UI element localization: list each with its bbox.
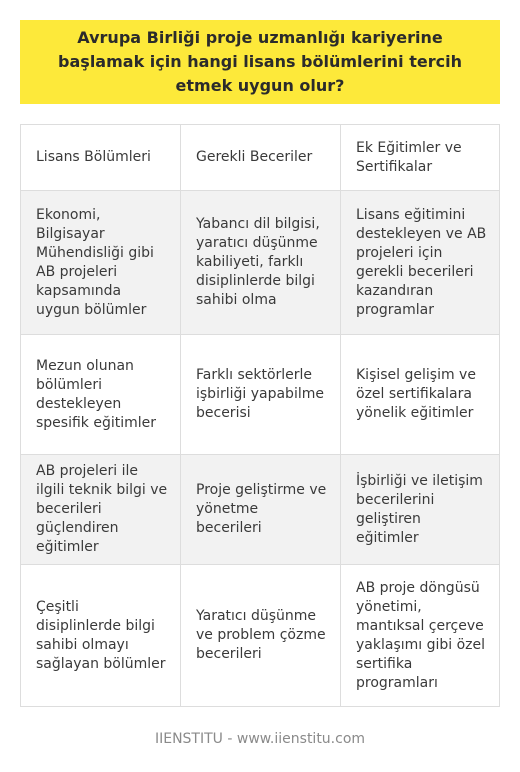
table-cell: AB projeleri ile ilgili teknik bilgi ve becerileri güçlendiren eğitimler bbox=[21, 455, 181, 565]
table-cell: Ekonomi, Bilgisayar Mühendisliği gibi AB projeleri kapsamında uygun bölümler bbox=[21, 191, 181, 335]
table-cell: Çeşitli disiplinlerde bilgi sahibi olmayı sağlayan bölümler bbox=[21, 565, 181, 707]
table-header-row bbox=[21, 125, 500, 191]
table-row bbox=[21, 565, 500, 707]
table-cell: İşbirliği ve iletişim becerilerini geliştiren eğitimler bbox=[341, 455, 500, 565]
table-cell: Kişisel gelişim ve özel sertifikalara yönelik eğitimler bbox=[341, 335, 500, 455]
comparison-table bbox=[20, 124, 500, 707]
column-header: Ek Eğitimler ve Sertifikalar bbox=[341, 125, 500, 191]
table-cell: Yaratıcı düşünme ve problem çözme becerileri bbox=[181, 565, 341, 707]
table-cell: Proje geliştirme ve yönetme becerileri bbox=[181, 455, 341, 565]
table-row bbox=[21, 455, 500, 565]
footer-credit: IIENSTITU - www.iienstitu.com bbox=[154, 731, 366, 747]
table-row bbox=[21, 335, 500, 455]
page-title: Avrupa Birliği proje uzmanlığı kariyerine başlamak için hangi lisans bölümlerini tercih etmek uygun olur? bbox=[58, 28, 462, 95]
table-cell: AB proje döngüsü yönetimi, mantıksal çerçeve yaklaşımı gibi özel sertifika programları bbox=[341, 565, 500, 707]
column-header: Lisans Bölümleri bbox=[21, 125, 181, 191]
table-cell: Lisans eğitimini destekleyen ve AB projeleri için gerekli becerileri kazandıran programlar bbox=[341, 191, 500, 335]
table-cell: Mezun olunan bölümleri destekleyen spesifik eğitimler bbox=[21, 335, 181, 455]
table-cell: Yabancı dil bilgisi, yaratıcı düşünme kabiliyeti, farklı disiplinlerde bilgi sahibi olma bbox=[181, 191, 341, 335]
column-header: Gerekli Beceriler bbox=[181, 125, 341, 191]
table-cell: Farklı sektörlerle işbirliği yapabilme becerisi bbox=[181, 335, 341, 455]
table-row bbox=[21, 191, 500, 335]
title-banner bbox=[20, 20, 500, 104]
